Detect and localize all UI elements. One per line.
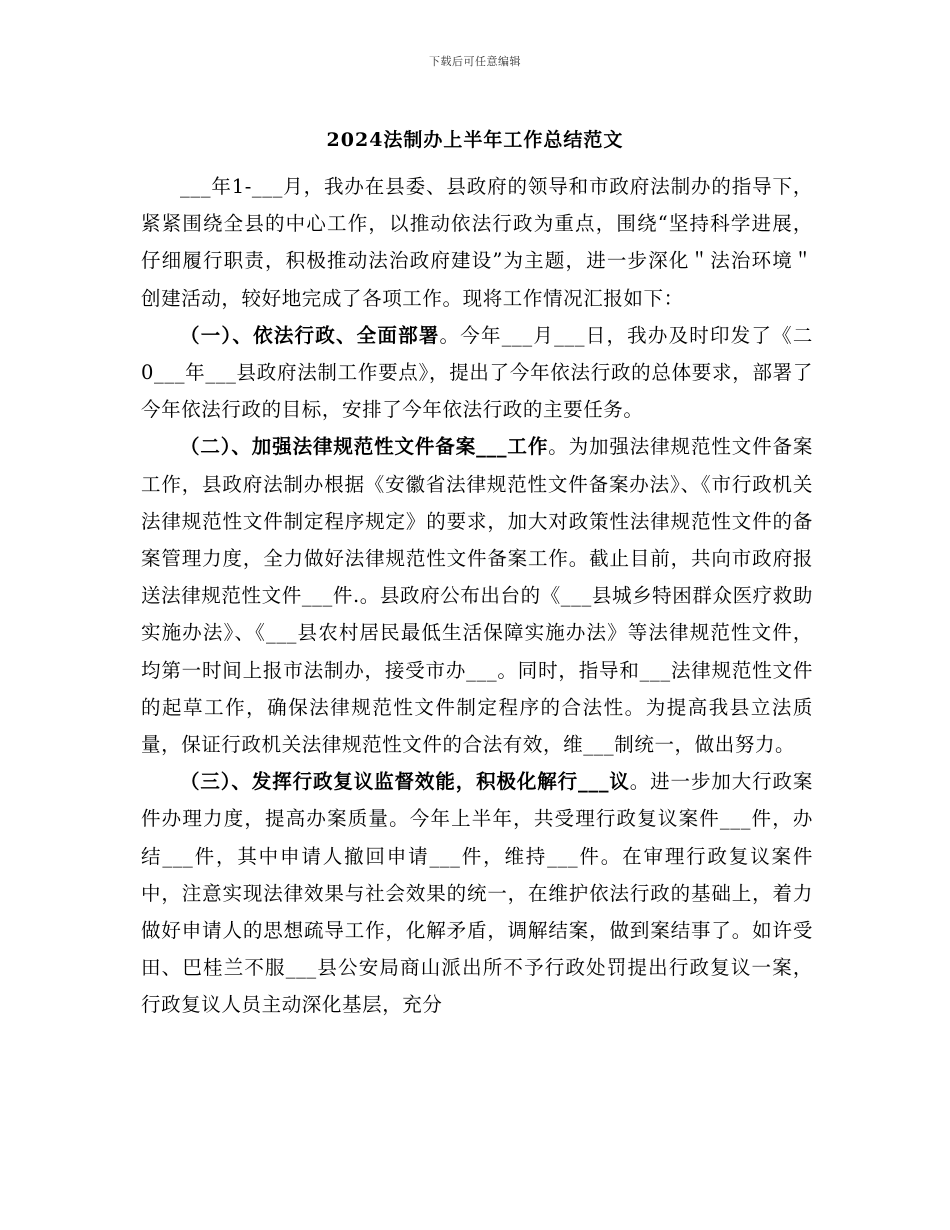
paragraph-lead: （二）、加强法律规范性文件备案___工作 — [180, 435, 549, 459]
paragraph-section-3 — [141, 763, 813, 1023]
paragraph-text: 。进一步加大行政案件办理力度，提高办案质量。今年上半年，共受理行政复议案件___件，办结___件，其中申请人撤回申请___件，维持___件。在审理行政复议案件中，注意实现法律效果与社会效果的统一，在维护依法行政的基础上，着力做好申请人的思想疏导工作，化解矛盾，调解结案，做到案结事了。如许受田、巴桂兰不服___县公安局商山派出所不予行政处罚提出行政复议一案，行政复议人员主动深化基层，充分 — [141, 770, 813, 1017]
paragraph-text: 。今年___月___日，我办及时印发了《二0___年___县政府法制工作要点》，提出了今年依法行政的总体要求，部署了今年依法行政的目标，安排了今年依法行政的主要任务。 — [141, 323, 813, 422]
paragraph-text: 。为加强法律规范性文件备案工作，县政府法制办根据《安徽省法律规范性文件备案办法》、《市行政机关法律规范性文件制定程序规定》的要求，加大对政策性法律规范性文件的备案管理力度，全力做好法律规范性文件备案工作。截止目前，共向市政府报送法律规范性文件___件.。县政府公布出台的《___县城乡特困群众医疗救助实施办法》、《___县农村居民最低生活保障实施办法》等法律规范性文件，均第一时间上报市法制办，接受市办___。同时，指导和___法律规范性文件的起草工作，确保法律规范性文件制定程序的合法性。为提高我县立法质量，保证行政机关法律规范性文件的合法有效，维___制统一，做出努力。 — [141, 435, 813, 757]
paragraph-lead: （三）、发挥行政复议监督效能，积极化解行___议 — [180, 770, 630, 794]
paragraph-intro — [141, 168, 813, 317]
header-note: 下载后可任意编辑 — [429, 55, 521, 68]
paragraph-text: ___年1-___月，我办在县委、县政府的领导和市政府法制办的指导下，紧紧围绕全县的中心工作，以推动依法行政为重点，围绕“坚持科学进展，仔细履行职责，积极推动法治政府建设”为主题，进一步深化＂法治环境＂创建活动，较好地完成了各项工作。现将工作情况汇报如下： — [141, 175, 813, 310]
paragraph-section-1 — [141, 317, 813, 429]
paragraph-section-2 — [141, 428, 813, 763]
document-body — [141, 168, 813, 1024]
document-title: 2024法制办上半年工作总结范文 — [326, 129, 624, 151]
paragraph-lead: （一）、依法行政、全面部署 — [180, 323, 440, 347]
